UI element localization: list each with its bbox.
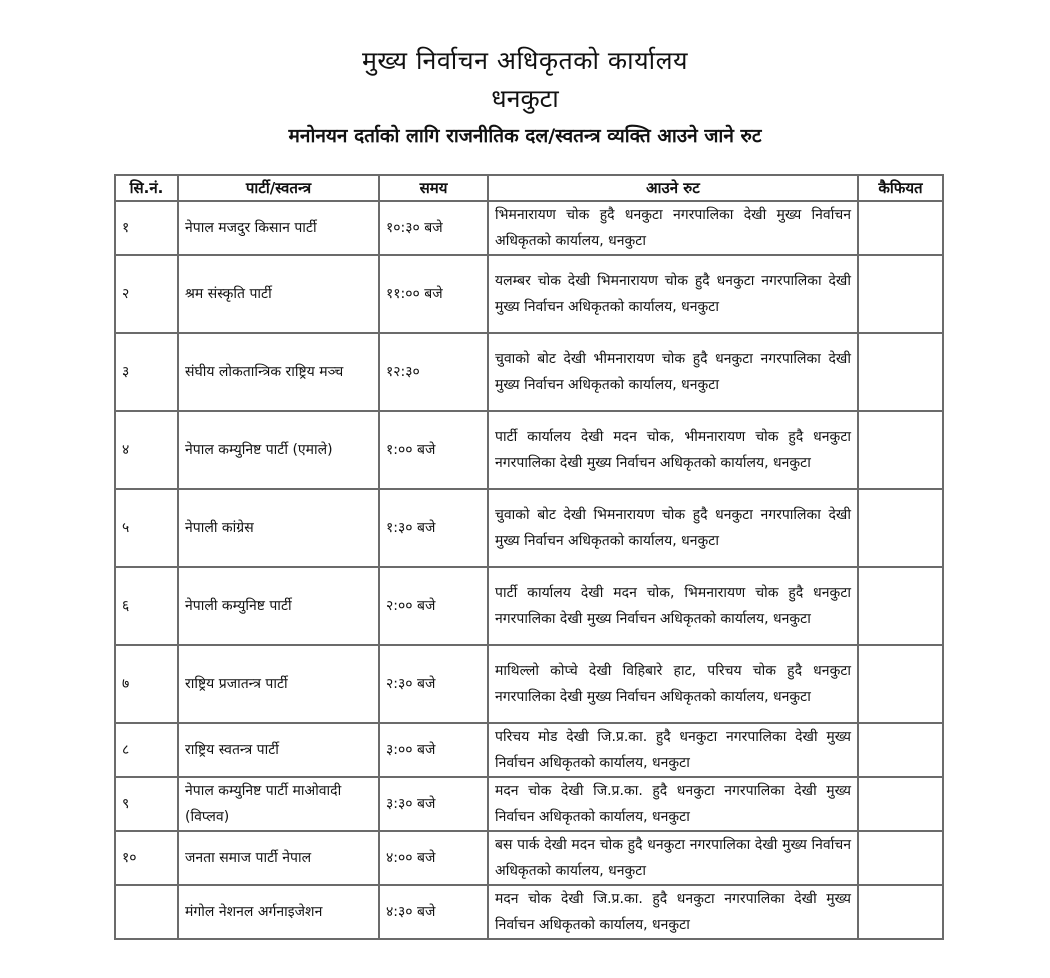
remarks-cell [858, 885, 943, 939]
remarks-cell [858, 201, 943, 255]
table-row [115, 723, 943, 777]
time-cell: ४:०० बजे [379, 831, 488, 885]
table-header-row [115, 175, 943, 201]
table-row [115, 201, 943, 255]
serial-cell: १ [115, 201, 178, 255]
time-cell: १०:३० बजे [379, 201, 488, 255]
table-row [115, 885, 943, 939]
remarks-cell [858, 255, 943, 333]
remarks-cell [858, 723, 943, 777]
serial-cell: २ [115, 255, 178, 333]
column-header-time: समय [379, 175, 488, 201]
table-row [115, 333, 943, 411]
table-row [115, 567, 943, 645]
party-cell: जनता समाज पार्टी नेपाल [178, 831, 379, 885]
time-cell: १२:३० [379, 333, 488, 411]
time-cell: ३:०० बजे [379, 723, 488, 777]
party-cell: राष्ट्रिय स्वतन्त्र पार्टी [178, 723, 379, 777]
party-cell: नेपाल मजदुर किसान पार्टी [178, 201, 379, 255]
column-header-remarks: कैफियत [858, 175, 943, 201]
time-cell: १:०० बजे [379, 411, 488, 489]
table-row [115, 489, 943, 567]
table-row [115, 255, 943, 333]
serial-cell: ४ [115, 411, 178, 489]
time-cell: ११:०० बजे [379, 255, 488, 333]
route-cell: मदन चोक देखी जि.प्र.का. हुदै धनकुटा नगरपालिका देखी मुख्य निर्वाचन अधिकृतको कार्यालय, धनकुटा [488, 885, 858, 939]
serial-cell: ३ [115, 333, 178, 411]
serial-cell: ७ [115, 645, 178, 723]
serial-cell: ५ [115, 489, 178, 567]
table-row [115, 645, 943, 723]
route-cell: चुवाको बोट देखी भिमनारायण चोक हुदै धनकुटा नगरपालिका देखी मुख्य निर्वाचन अधिकृतको कार्यालय, धनकुटा [488, 489, 858, 567]
party-cell: नेपाल कम्युनिष्ट पार्टी (एमाले) [178, 411, 379, 489]
remarks-cell [858, 411, 943, 489]
remarks-cell [858, 489, 943, 567]
document-subtitle: मनोनयन दर्ताको लागि राजनीतिक दल/स्वतन्त्र व्यक्ति आउने जाने रुट [288, 125, 762, 147]
serial-cell: ८ [115, 723, 178, 777]
time-cell: २:३० बजे [379, 645, 488, 723]
serial-cell: ९ [115, 777, 178, 831]
serial-cell: १० [115, 831, 178, 885]
district-title: धनकुटा [491, 84, 559, 113]
serial-cell [115, 885, 178, 939]
route-cell: चुवाको बोट देखी भीमनारायण चोक हुदै धनकुटा नगरपालिका देखी मुख्य निर्वाचन अधिकृतको कार्यालय, धनकुटा [488, 333, 858, 411]
route-cell: मदन चोक देखी जि.प्र.का. हुदै धनकुटा नगरपालिका देखी मुख्य निर्वाचन अधिकृतको कार्यालय, धनकुटा [488, 777, 858, 831]
party-cell: मंगोल नेशनल अर्गनाइजेशन [178, 885, 379, 939]
column-header-party: पार्टी/स्वतन्त्र [178, 175, 379, 201]
remarks-cell [858, 645, 943, 723]
route-cell: माथिल्लो कोप्चे देखी विहिबारे हाट, परिचय चोक हुदै धनकुटा नगरपालिका देखी मुख्य निर्वाचन अधिकृतको कार्यालय, धनकुटा [488, 645, 858, 723]
table-row [115, 411, 943, 489]
route-cell: यलम्बर चोक देखी भिमनारायण चोक हुदै धनकुटा नगरपालिका देखी मुख्य निर्वाचन अधिकृतको कार्यालय, धनकुटा [488, 255, 858, 333]
route-cell: बस पार्क देखी मदन चोक हुदै धनकुटा नगरपालिका देखी मुख्य निर्वाचन अधिकृतको कार्यालय, धनकुटा [488, 831, 858, 885]
time-cell: ३:३० बजे [379, 777, 488, 831]
party-cell: नेपाल कम्युनिष्ट पार्टी माओवादी (विप्लव) [178, 777, 379, 831]
column-header-serial: सि.नं. [115, 175, 178, 201]
party-cell: नेपाली कम्युनिष्ट पार्टी [178, 567, 379, 645]
remarks-cell [858, 333, 943, 411]
column-header-route: आउने रुट [488, 175, 858, 201]
route-cell: पार्टी कार्यालय देखी मदन चोक, भिमनारायण चोक हुदै धनकुटा नगरपालिका देखी मुख्य निर्वाचन अधिकृतको कार्यालय, धनकुटा [488, 567, 858, 645]
remarks-cell [858, 831, 943, 885]
table-row [115, 777, 943, 831]
time-cell: ४:३० बजे [379, 885, 488, 939]
time-cell: १:३० बजे [379, 489, 488, 567]
route-cell: पार्टी कार्यालय देखी मदन चोक, भीमनारायण चोक हुदै धनकुटा नगरपालिका देखी मुख्य निर्वाचन अधिकृतको कार्यालय, धनकुटा [488, 411, 858, 489]
party-cell: संघीय लोकतान्त्रिक राष्ट्रिय मञ्च [178, 333, 379, 411]
serial-cell: ६ [115, 567, 178, 645]
party-cell: श्रम संस्कृति पार्टी [178, 255, 379, 333]
route-table [114, 174, 944, 940]
remarks-cell [858, 567, 943, 645]
route-cell: भिमनारायण चोक हुदै धनकुटा नगरपालिका देखी मुख्य निर्वाचन अधिकृतको कार्यालय, धनकुटा [488, 201, 858, 255]
table-row [115, 831, 943, 885]
time-cell: २:०० बजे [379, 567, 488, 645]
party-cell: नेपाली कांग्रेस [178, 489, 379, 567]
remarks-cell [858, 777, 943, 831]
party-cell: राष्ट्रिय प्रजातन्त्र पार्टी [178, 645, 379, 723]
office-title: मुख्य निर्वाचन अधिकृतको कार्यालय [361, 46, 689, 75]
route-cell: परिचय मोड देखी जि.प्र.का. हुदै धनकुटा नगरपालिका देखी मुख्य निर्वाचन अधिकृतको कार्यालय, धनकुटा [488, 723, 858, 777]
